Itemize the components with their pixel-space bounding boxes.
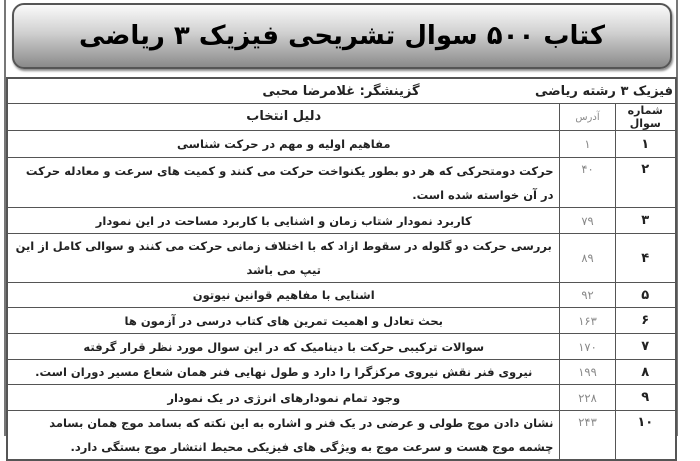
question-address: ۲۲۸	[560, 385, 615, 411]
question-number: ۲	[615, 158, 676, 208]
question-reason: حرکت دومتحرکی که هر دو بطور یکنواخت حرکت می کنند و کمیت های سرعت و معادله حرکت در آن خواسته شده است.	[7, 158, 560, 208]
question-reason: اشنایی با مفاهیم قوانین نیوتون	[7, 283, 560, 308]
question-table	[6, 77, 677, 461]
question-address: ۸۹	[560, 234, 615, 283]
table-row	[7, 234, 676, 283]
table-row	[7, 308, 676, 334]
question-number: ۶	[615, 308, 676, 334]
header-address: آدرس	[560, 104, 615, 131]
question-reason: بررسی حرکت دو گلوله در سقوط ازاد که با اختلاف زمانی حرکت می کنند و سوالی کامل از این تیپ می باشد	[7, 234, 560, 283]
question-number: ۷	[615, 334, 676, 360]
compiler-label: گزینشگر: غلامرضا محبی	[7, 78, 560, 104]
question-reason: نیروی فنر نقش نیروی مرکزگرا را دارد و طول نهایی فنر همان شعاع مسیر دوران است.	[7, 360, 560, 385]
title-banner	[12, 3, 672, 69]
question-reason: سوالات ترکیبی حرکت با دینامیک که در این سوال مورد نظر قرار گرفته	[7, 334, 560, 360]
question-reason: مفاهیم اولیه و مهم در حرکت شناسی	[7, 131, 560, 158]
question-number: ۸	[615, 360, 676, 385]
question-number: ۴	[615, 234, 676, 283]
question-number: ۵	[615, 283, 676, 308]
table-row	[7, 158, 676, 208]
info-row	[7, 78, 676, 104]
question-address: ۴۰	[560, 158, 615, 208]
page-title: کتاب ۵۰۰ سوال تشریحی فیزیک ۳ ریاضی	[78, 21, 606, 51]
question-reason: بحث تعادل و اهمیت تمرین های کتاب درسی در آزمون ها	[7, 308, 560, 334]
question-address: ۱	[560, 131, 615, 158]
question-address: ۱۶۳	[560, 308, 615, 334]
table-row	[7, 131, 676, 158]
question-number: ۱۰	[615, 411, 676, 461]
header-row	[7, 104, 676, 131]
table-row	[7, 334, 676, 360]
header-reason: دلیل انتخاب	[7, 104, 560, 131]
question-reason: وجود تمام نمودارهای انرژی در یک نمودار	[7, 385, 560, 411]
question-address: ۹۲	[560, 283, 615, 308]
table-row	[7, 385, 676, 411]
table-row	[7, 283, 676, 308]
question-reason: کاربرد نمودار شتاب زمان و اشنایی با کاربرد مساحت در این نمودار	[7, 208, 560, 234]
table-row	[7, 360, 676, 385]
question-reason: نشان دادن موج طولی و عرضی در یک فنر و اشاره به این نکته که بسامد موج همان بسامد چشمه موج هست و سرعت موج به ویژگی های فیزیکی محیط انتشار موج بستگی دارد.	[7, 411, 560, 461]
question-address: ۱۹۹	[560, 360, 615, 385]
subject-label: فیزیک ۳ رشته ریاضی	[560, 78, 676, 104]
table-row	[7, 208, 676, 234]
header-number: شماره سوال	[615, 104, 676, 131]
question-address: ۲۴۳	[560, 411, 615, 461]
table-row	[7, 411, 676, 461]
question-number: ۳	[615, 208, 676, 234]
question-address: ۱۷۰	[560, 334, 615, 360]
question-address: ۷۹	[560, 208, 615, 234]
question-number: ۱	[615, 131, 676, 158]
question-number: ۹	[615, 385, 676, 411]
